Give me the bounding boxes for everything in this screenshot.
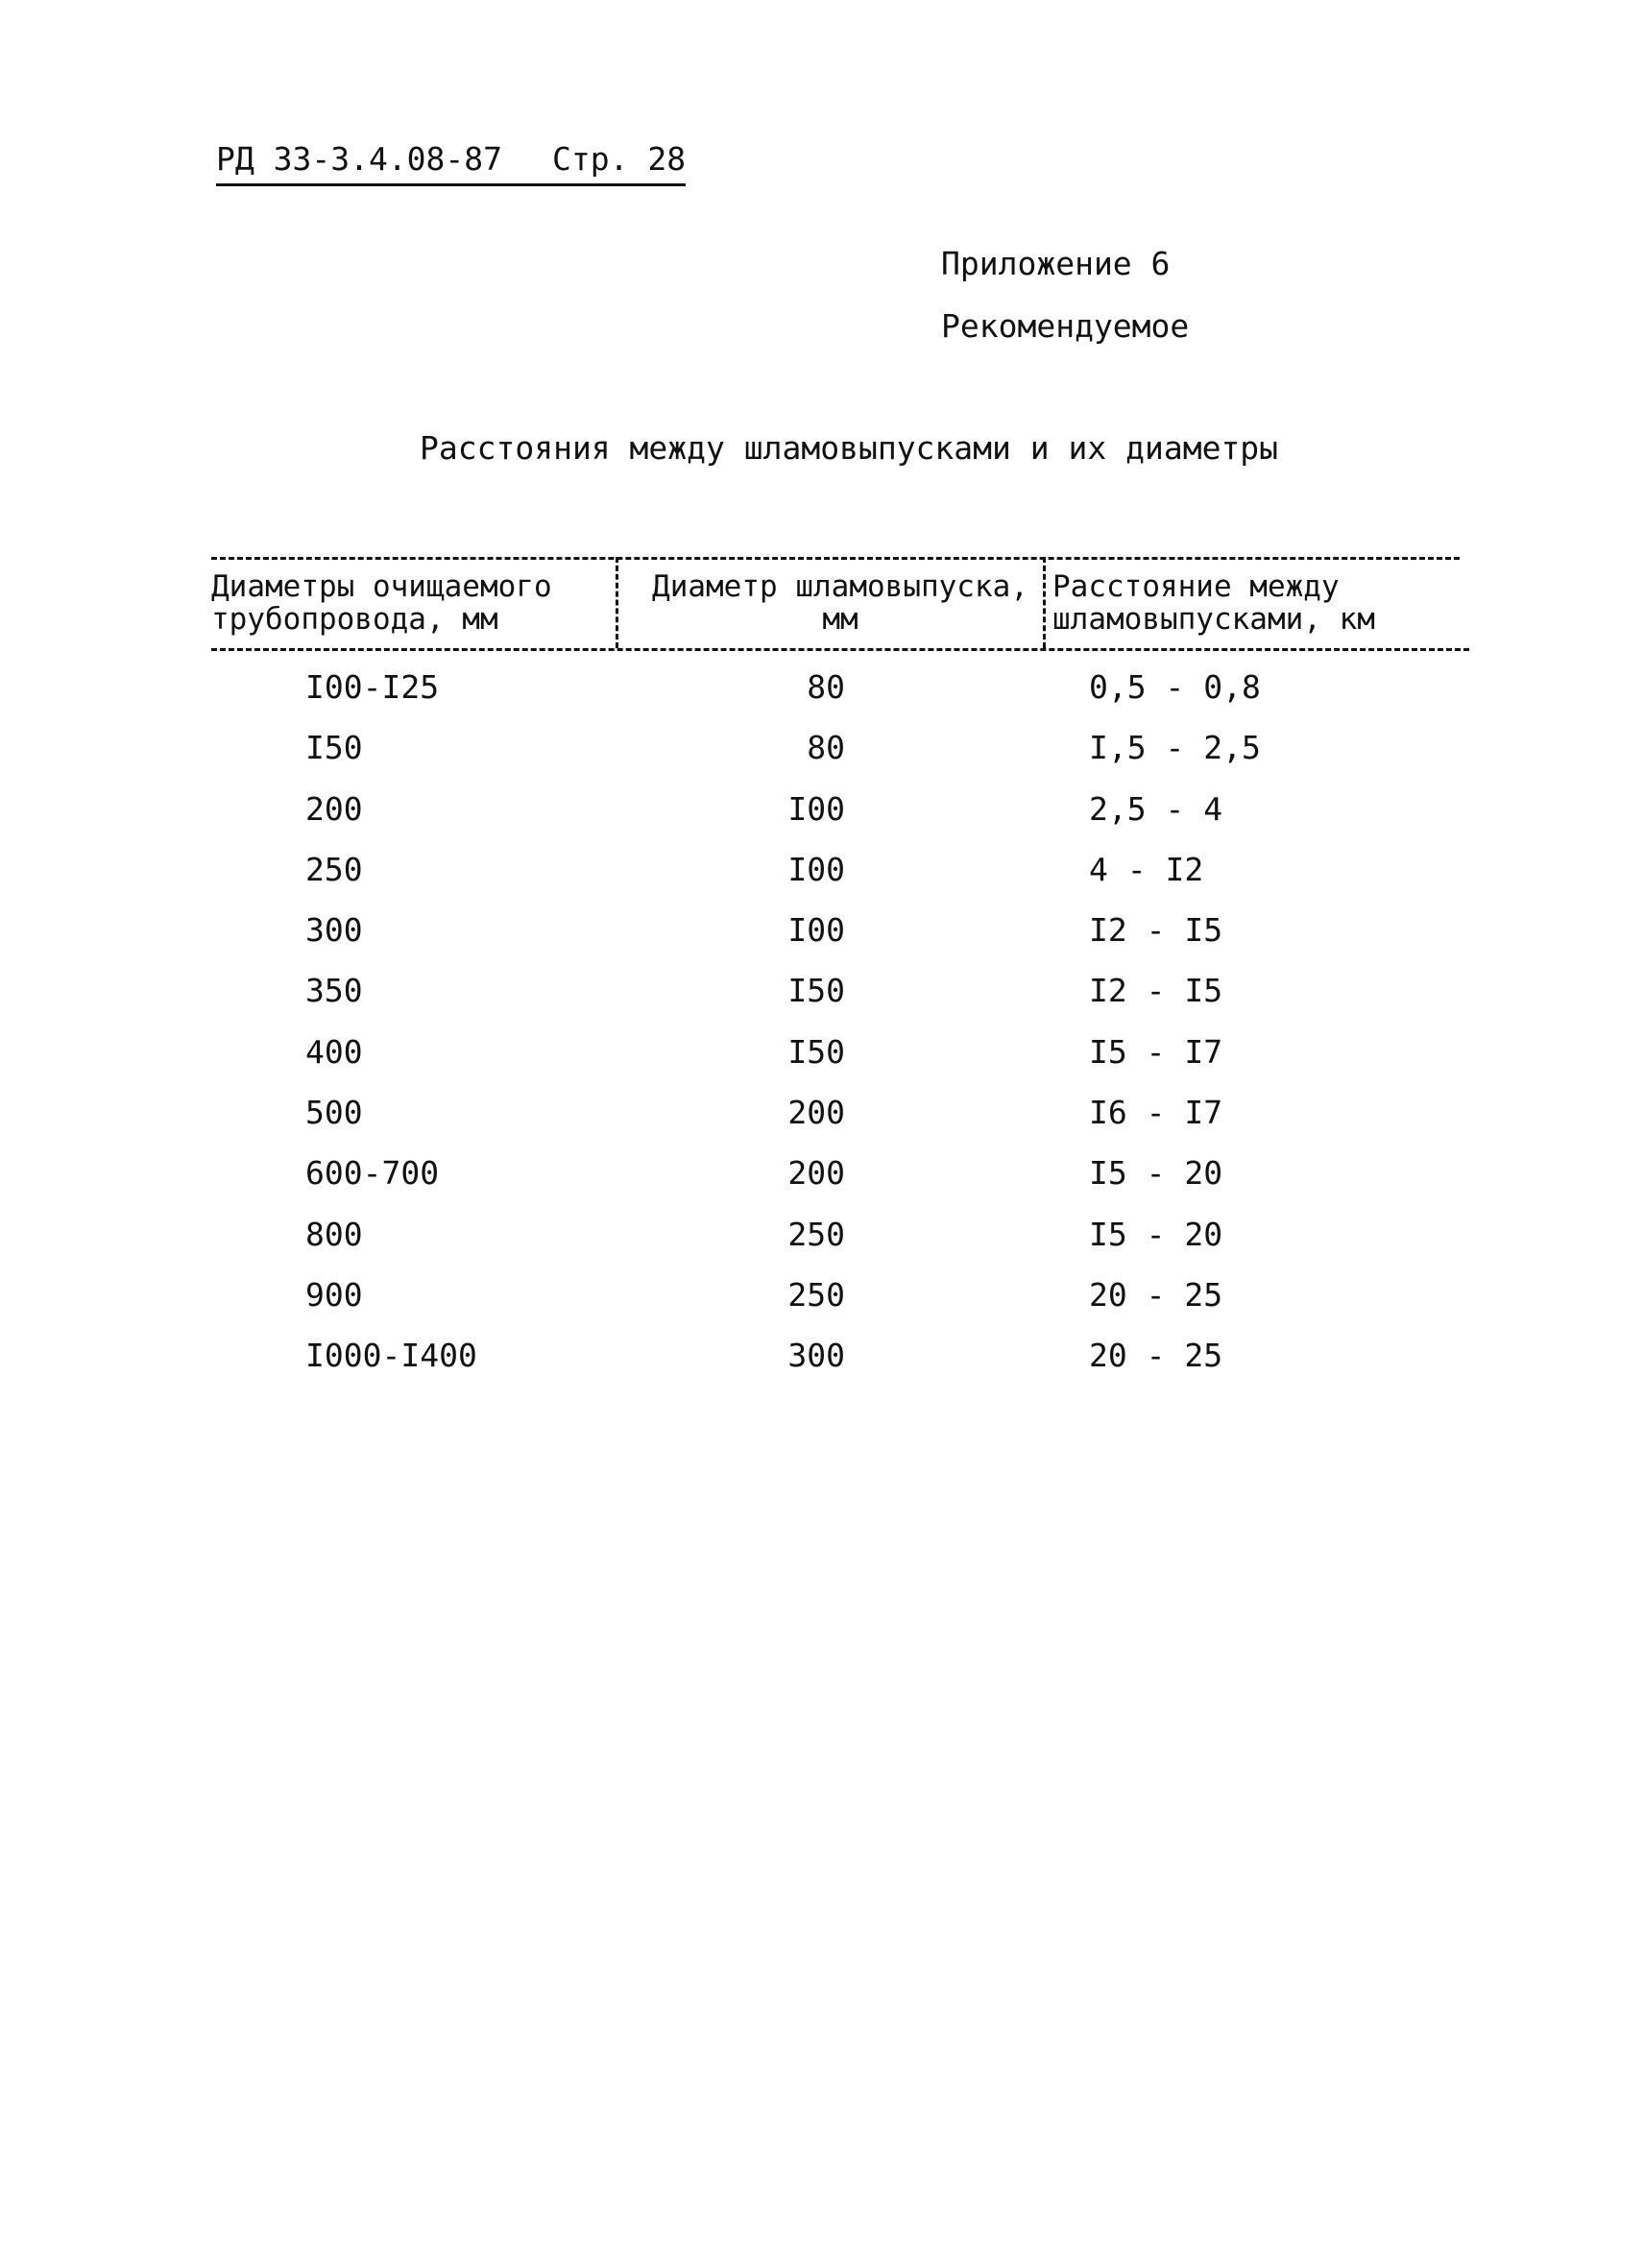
distance-cell: 0,5 - 0,8 xyxy=(1089,668,1261,706)
table-row xyxy=(0,1337,1644,1397)
appendix-title: Приложение 6 xyxy=(941,245,1171,282)
table-row xyxy=(0,668,1644,729)
column-separator xyxy=(1043,557,1046,648)
table-row xyxy=(0,1154,1644,1215)
table-row xyxy=(0,1033,1644,1094)
distance-cell: I2 - I5 xyxy=(1089,972,1223,1010)
doc-code: РД 33-3.4.08-87 xyxy=(216,140,503,178)
outlet-diameter-cell: 200 xyxy=(787,1154,845,1193)
outlet-diameter-cell: 250 xyxy=(787,1215,845,1253)
table-row xyxy=(0,729,1644,789)
outlet-diameter-cell: I50 xyxy=(787,1032,845,1071)
outlet-diameter-cell: I50 xyxy=(787,972,845,1010)
pipe-diameter-cell: 600-700 xyxy=(305,1154,440,1193)
distance-cell: I2 - I5 xyxy=(1089,911,1223,950)
distance-cell: I5 - I7 xyxy=(1089,1032,1223,1071)
column-separator xyxy=(616,557,618,648)
distance-cell: 20 - 25 xyxy=(1089,1275,1223,1314)
table-header-rule xyxy=(211,648,1469,651)
table-row xyxy=(0,790,1644,851)
pipe-diameter-cell: 900 xyxy=(305,1275,363,1314)
distance-cell: 20 - 25 xyxy=(1089,1337,1223,1375)
page-number: Стр. 28 xyxy=(552,140,687,178)
distance-cell: 2,5 - 4 xyxy=(1089,789,1223,828)
table-body xyxy=(0,668,1644,1398)
table-row xyxy=(0,851,1644,911)
distance-cell: I5 - 20 xyxy=(1089,1154,1223,1193)
table-row xyxy=(0,911,1644,972)
outlet-diameter-cell: 80 xyxy=(807,668,845,706)
column-header-distance: Расстояние между шламовыпусками, км xyxy=(1052,569,1375,637)
pipe-diameter-cell: 350 xyxy=(305,972,363,1010)
pipe-diameter-cell: 500 xyxy=(305,1094,363,1132)
column-header-outlet-diameter: Диаметр шламовыпуска, мм xyxy=(652,569,1028,637)
table-top-rule xyxy=(211,557,1460,560)
pipe-diameter-cell: 800 xyxy=(305,1215,363,1253)
outlet-diameter-cell: 250 xyxy=(787,1275,845,1314)
outlet-diameter-cell: I00 xyxy=(787,789,845,828)
table-title: Расстояния между шламовыпусками и их диаметры xyxy=(420,429,1279,467)
outlet-diameter-cell: I00 xyxy=(787,911,845,950)
pipe-diameter-cell: 300 xyxy=(305,911,363,950)
table-row xyxy=(0,1276,1644,1337)
table-row xyxy=(0,1216,1644,1276)
distance-cell: I,5 - 2,5 xyxy=(1089,729,1261,767)
distance-cell: I5 - 20 xyxy=(1089,1215,1223,1253)
outlet-diameter-cell: 80 xyxy=(807,729,845,767)
page-header xyxy=(216,140,686,186)
appendix-status: Рекомендуемое xyxy=(941,307,1190,345)
pipe-diameter-cell: 200 xyxy=(305,789,363,828)
distance-cell: I6 - I7 xyxy=(1089,1094,1223,1132)
pipe-diameter-cell: 250 xyxy=(305,850,363,888)
table-row xyxy=(0,1094,1644,1154)
outlet-diameter-cell: 200 xyxy=(787,1094,845,1132)
column-header-pipe-diameter: Диаметры очищаемого трубопровода, мм xyxy=(211,569,552,637)
outlet-diameter-cell: I00 xyxy=(787,850,845,888)
pipe-diameter-cell: I000-I400 xyxy=(305,1337,477,1375)
pipe-diameter-cell: I50 xyxy=(305,729,363,767)
outlet-diameter-cell: 300 xyxy=(787,1337,845,1375)
pipe-diameter-cell: I00-I25 xyxy=(305,668,440,706)
distance-cell: 4 - I2 xyxy=(1089,850,1204,888)
pipe-diameter-cell: 400 xyxy=(305,1032,363,1071)
table-row xyxy=(0,972,1644,1032)
